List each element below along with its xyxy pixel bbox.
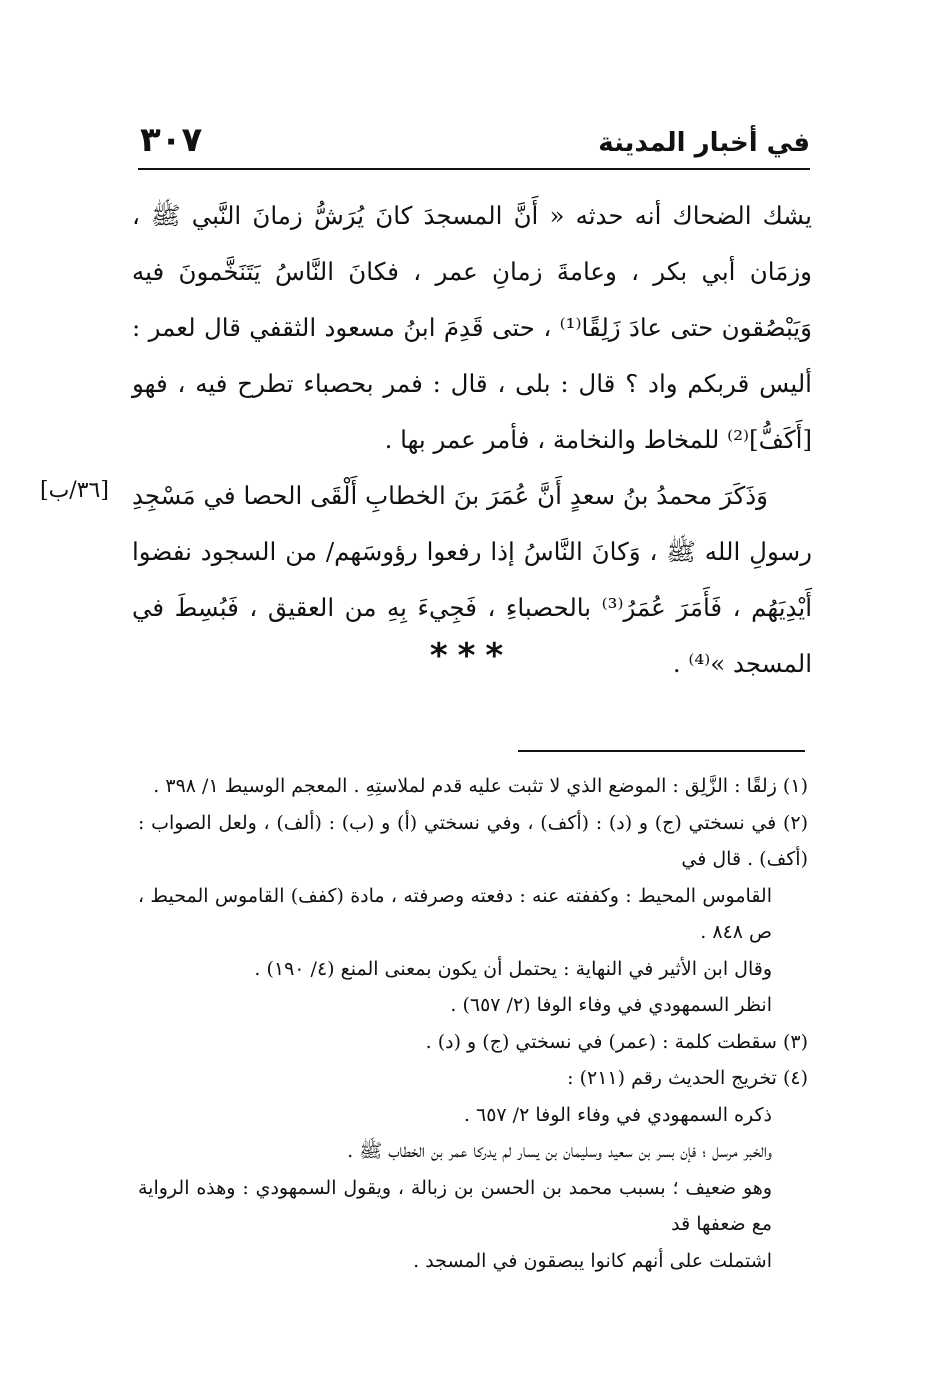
running-title: في أخبار المدينة	[598, 128, 810, 158]
footnotes	[138, 768, 808, 1279]
page-number: ٣٠٧	[140, 120, 203, 160]
paragraph-2: وَذَكَرَ محمدُ بنُ سعدٍ أَنَّ عُمَرَ بنَ الخطابِ أَلْقَى الحصا في مَسْجِدِ رسولِ الله ﷺ ، وَكانَ النَّاسُ إذا رفعوا رؤوسَهم/ من السجود نفضوا أَيْدِيَهُم ، فَأَمَرَ عُمَرُ⁽³⁾ بالحصباءِ ، فَجِيءَ بِهِ من العقيق ، فَبُسِطَ في المسجد »⁽⁴⁾ .	[132, 481, 813, 678]
footnote-line: القاموس المحيط : وكففته عنه : دفعته وصرفته ، مادة (كفف) القاموس المحيط ، ص ٨٤٨ .	[138, 884, 772, 943]
footnote-line: (٢) في نسختي (ج) و (د) : (أكف) ، وفي نسختي (أ) و (ب) : (ألف) ، ولعل الصواب : (أكف) . قال في	[138, 811, 808, 870]
footnote-line: (٣) سقطت كلمة : (عمر) في نسختي (ج) و (د) .	[425, 1030, 808, 1053]
section-separator: ***	[429, 636, 514, 676]
page-header	[138, 118, 810, 170]
footnote-line: (١) زلقًا : الزَّلِق : الموضع الذي لا تثبت عليه قدم لملاستِهِ . المعجم الوسيط ١/ ٣٩٨ .	[153, 775, 808, 797]
footnote-line: ذكره السمهودي في وفاء الوفا ٢/ ٦٥٧ .	[463, 1103, 772, 1126]
footnote-line: انظر السمهودي في وفاء الوفا (٢/ ٦٥٧) .	[450, 994, 772, 1016]
footnote-line: وقال ابن الأثير في النهاية : يحتمل أن يكون بمعنى المنع (٤/ ١٩٠) .	[254, 957, 772, 980]
paragraph-1: يشك الضحاك أنه حدثه « أَنَّ المسجدَ كانَ يُرَشُّ زمانَ النَّبي ﷺ ، وزمَان أبي بكر ، وعامةَ زمانِ عمر ، فكانَ النَّاسُ يَتَنَخَّمونَ فيه وَيَبْصُقون حتى عادَ زَلِقًا⁽¹⁾ ، حتى قَدِمَ ابنُ مسعود الثقفي قال لعمر : أليس قربكم واد ؟ قال : بلى ، قال : فمر بحصباء تطرح فيه ، فهو [أَكَفُّ]⁽²⁾ للمخاط والنخامة ، فأمر عمر بها .	[132, 201, 812, 454]
footnote-line: (٤) تخريج الحديث رقم (٢١١) :	[567, 1067, 808, 1089]
main-text	[132, 188, 812, 692]
footnote-rule	[518, 750, 805, 752]
manuscript-folio-marker: [٣٦/ب]	[40, 478, 109, 503]
footnote-line: اشتملت على أنهم كانوا يبصقون في المسجد .	[413, 1249, 772, 1272]
footnote-line: والخبر مرسل ؛ فإن بسر بن سعيد وسليمان بن يسار لم يدركا عمر بن الخطاب ﷺ .	[347, 1140, 772, 1162]
footnote-line: وهو ضعيف ؛ بسبب محمد بن الحسن بن زبالة ، ويقول السمهودي : وهذه الرواية مع ضعفها قد	[138, 1176, 772, 1235]
